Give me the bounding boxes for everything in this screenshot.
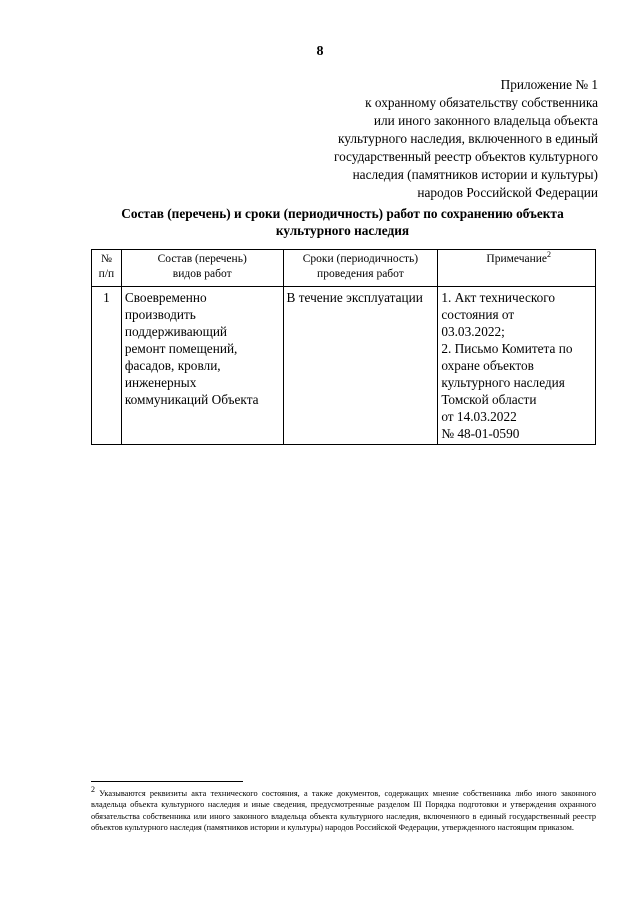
appendix-line: государственный реестр объектов культурного	[333, 149, 598, 164]
appendix-line: или иного законного владельца объекта	[373, 113, 598, 128]
appendix-header	[278, 76, 598, 202]
footnote-number: 2	[91, 785, 95, 795]
header-note: Примечание$^2$	[438, 250, 596, 287]
appendix-line: народов Российской Федерации	[417, 185, 598, 200]
footnote	[91, 785, 596, 834]
document-title	[90, 205, 595, 239]
page-number: 8	[316, 44, 324, 59]
appendix-line: культурного наследия, включенного в единый	[338, 131, 598, 146]
appendix-line: к охранному обязательству собственника	[365, 95, 598, 110]
table-header-row	[92, 250, 596, 287]
title-line: культурного наследия	[275, 223, 410, 238]
row-number: 1	[92, 287, 122, 445]
footnote-text: Указываются реквизиты акта технического состояния, а также документов, содержащих мнение собственника либо иного законного владельца объекта культурного наследия и иные сведения, предусмотренные разделом III Порядка подготовки и утверждения охранного обязательства собственника или иного законного владельца объекта культурного наследия, включенного в единый государственный реестр объектов культурного наследия (памятников истории и культуры) народов Российской Федерации, утвержденного настоящим приказом.	[91, 789, 596, 833]
works-table	[91, 249, 596, 445]
header-works: Состав (перечень) видов работ	[121, 250, 283, 287]
row-works: Своевременно производить поддерживающий ремонт помещений, фасадов, кровли, инженерных коммуникаций Объекта	[121, 287, 283, 445]
row-note: 1. Акт технического состояния от 03.03.2022; 2. Письмо Комитета по охране объектов культурного наследия Томской области от 14.03.2022 № 48-01-0590	[438, 287, 596, 445]
footnote-ref: 2	[547, 250, 551, 260]
table-row	[92, 287, 596, 445]
appendix-line: наследия (памятников истории и культуры)	[352, 167, 598, 182]
header-terms: Сроки (периодичность) проведения работ	[283, 250, 438, 287]
header-number: № п/п	[92, 250, 122, 287]
footnote-divider	[91, 781, 243, 782]
title-line: Состав (перечень) и сроки (периодичность) работ по сохранению объекта	[121, 206, 564, 221]
appendix-line: Приложение № 1	[500, 77, 598, 92]
row-terms: В течение эксплуатации	[283, 287, 438, 445]
